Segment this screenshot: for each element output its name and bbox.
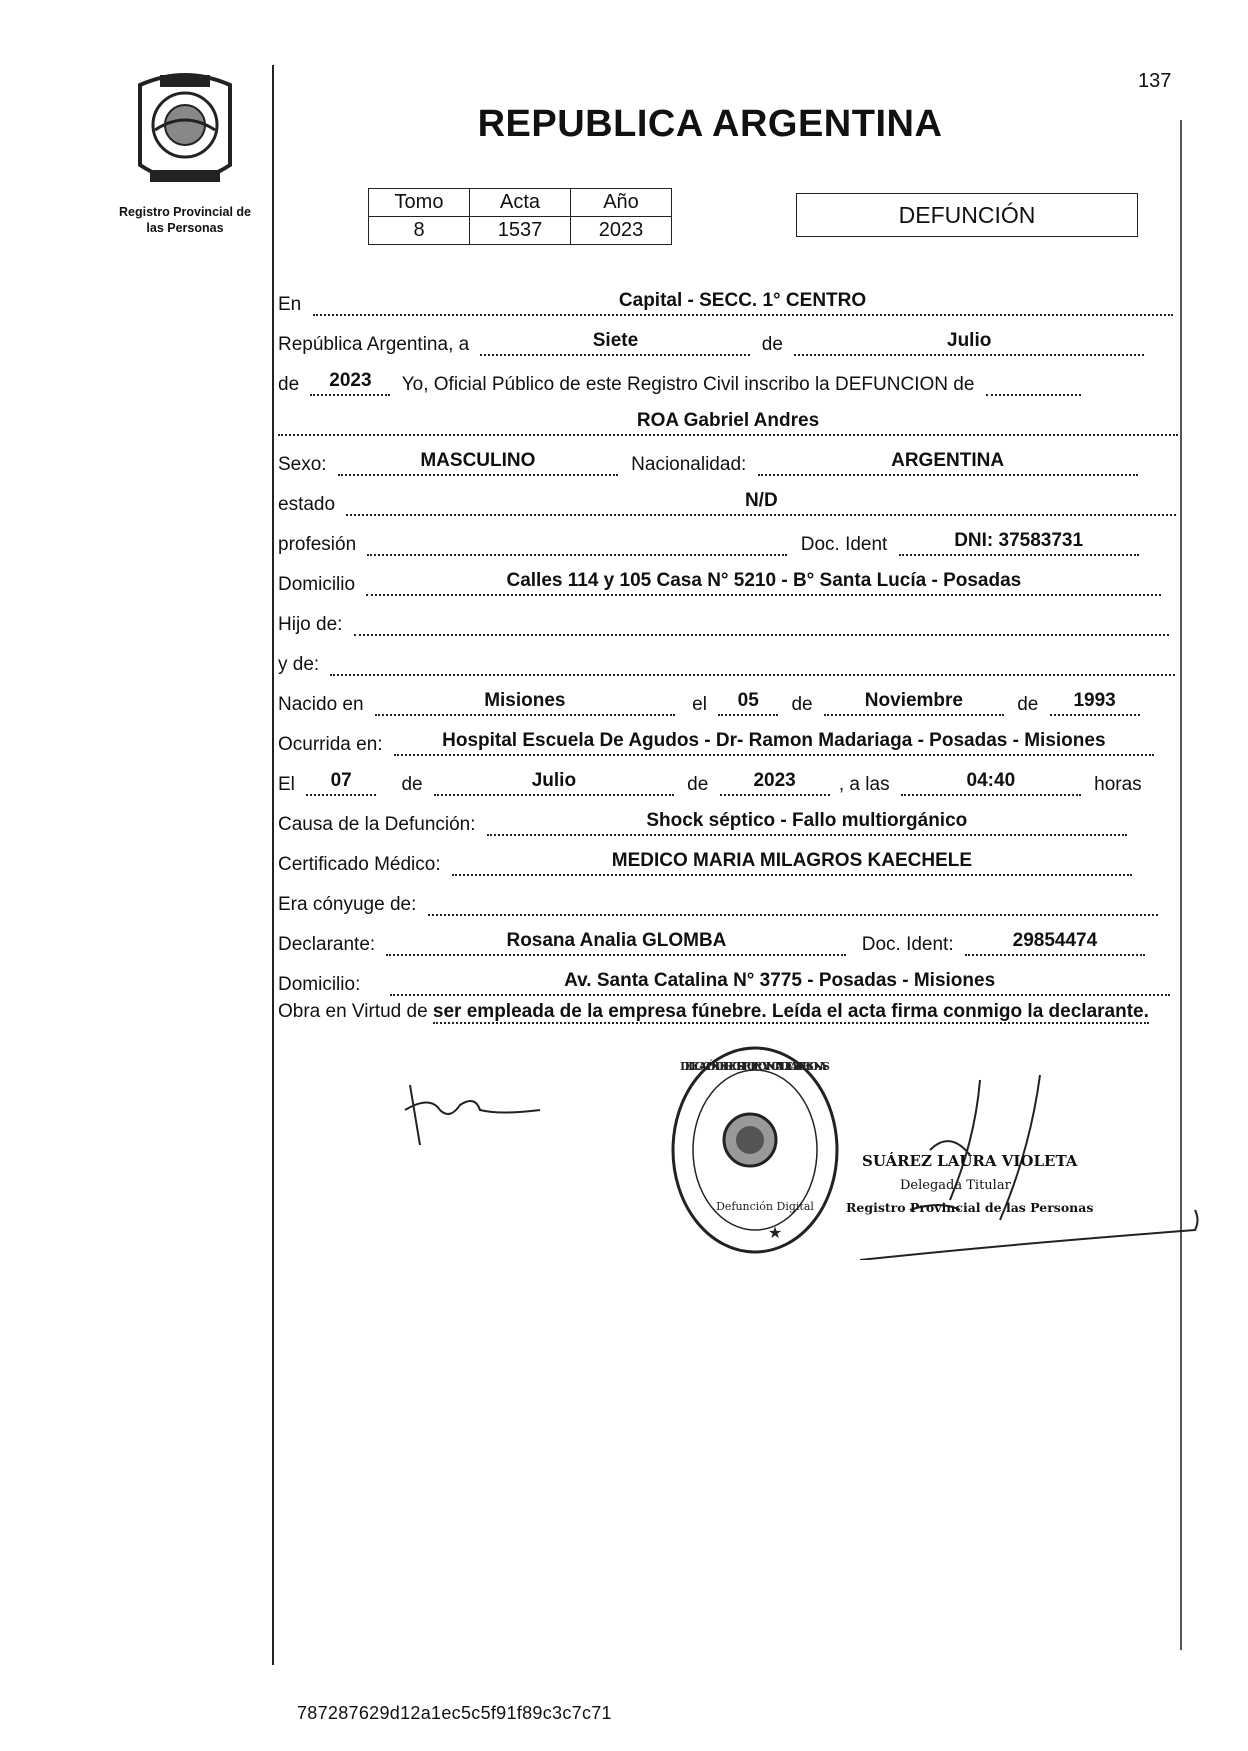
official-role: Delegada Titular	[900, 1178, 1011, 1193]
value-death-month: Julio	[434, 770, 674, 796]
value-doc-ident: DNI: 37583731	[899, 530, 1139, 556]
seal-star-icon: ★	[767, 1225, 783, 1242]
text-inscribo: Yo, Oficial Público de este Registro Civil inscribo la DEFUNCION de	[401, 374, 975, 395]
page-number: 137	[1138, 70, 1172, 92]
label-domicilio: Domicilio	[278, 574, 356, 595]
row-birth	[278, 690, 1140, 718]
label-conyuge: Era cónyuge de:	[278, 894, 417, 915]
label-nacido-en: Nacido en	[278, 694, 364, 715]
label-profesion: profesión	[278, 534, 357, 555]
book-value-tomo: 8	[369, 217, 470, 245]
value-day-word: Siete	[480, 330, 750, 356]
row-profession-doc	[278, 530, 1139, 558]
label-el-2: El	[278, 774, 295, 795]
label-estado: estado	[278, 494, 336, 515]
right-margin-line	[1180, 120, 1182, 1650]
row-declarant	[278, 930, 1145, 958]
label-ocurrida-en: Ocurrida en:	[278, 734, 383, 755]
value-death-year: 2023	[720, 770, 830, 796]
row-date	[278, 330, 1144, 358]
row-place	[278, 290, 1173, 318]
value-birth-year: 1993	[1050, 690, 1140, 716]
value-birth-day: 05	[718, 690, 778, 716]
row-sex-nationality	[278, 450, 1138, 478]
value-spouse	[428, 890, 1158, 916]
row-hijo-de	[278, 610, 1169, 638]
row-inscription	[278, 370, 1081, 398]
value-birth-place: Misiones	[375, 690, 675, 716]
label-y-de: y de:	[278, 654, 320, 675]
seal-ring-text: DELEGACIÓN DEL REGISTRO PROVINCIAL DE LAS PERSONAS	[680, 1060, 830, 1073]
label-de-3: de	[791, 694, 813, 715]
row-deceased-name	[278, 410, 1178, 438]
value-obra: ser empleada de la empresa fúnebre. Leída el acta firma conmigo la declarante.	[432, 1001, 1149, 1022]
value-place: Capital - SECC. 1° CENTRO	[313, 290, 1173, 316]
value-birth-month: Noviembre	[824, 690, 1004, 716]
row-obra-en-virtud	[278, 998, 1178, 1026]
label-republica: República Argentina, a	[278, 334, 470, 355]
registry-org-name: Registro Provincial de las Personas	[119, 205, 251, 235]
document-type-box: DEFUNCIÓN	[796, 193, 1138, 237]
official-org: Registro Provincial de las Personas	[846, 1200, 1094, 1215]
label-obra: Obra en Virtud de	[278, 1001, 428, 1022]
value-hijo-de	[354, 610, 1169, 636]
label-de-1: de	[761, 334, 783, 355]
declarant-signature	[400, 1075, 550, 1155]
label-doc-ident: Doc. Ident	[800, 534, 888, 555]
value-nacionalidad: ARGENTINA	[758, 450, 1138, 476]
label-de-5: de	[401, 774, 423, 795]
row-y-de	[278, 650, 1175, 678]
book-value-ano: 2023	[571, 217, 672, 245]
label-en: En	[278, 294, 302, 315]
row-domicilio	[278, 570, 1161, 598]
label-horas: horas	[1094, 774, 1142, 795]
value-cause: Shock séptico - Fallo multiorgánico	[487, 810, 1127, 836]
value-declarant-doc: 29854474	[965, 930, 1145, 956]
label-de-2: de	[278, 374, 300, 395]
row-spouse	[278, 890, 1158, 918]
value-certificate: MEDICO MARIA MILAGROS KAECHELE	[452, 850, 1132, 876]
value-death-time: 04:40	[901, 770, 1081, 796]
province-crest-logo	[130, 70, 240, 190]
book-header-ano: Año	[571, 189, 672, 217]
value-month-word: Julio	[794, 330, 1144, 356]
left-margin-line	[272, 65, 274, 1665]
book-reference-table	[368, 188, 672, 245]
row-cause	[278, 810, 1127, 838]
row-occurred	[278, 730, 1154, 758]
value-death-day: 07	[306, 770, 376, 796]
book-header-tomo: Tomo	[369, 189, 470, 217]
value-profesion	[367, 530, 787, 556]
label-sexo: Sexo:	[278, 454, 327, 475]
row-estado	[278, 490, 1176, 518]
document-title: REPUBLICA ARGENTINA	[477, 103, 943, 145]
value-occurred-place: Hospital Escuela De Agudos - Dr- Ramon Madariaga - Posadas - Misiones	[394, 730, 1154, 756]
label-domicilio-2: Domicilio:	[278, 974, 361, 995]
official-name: SUÁREZ LAURA VIOLETA	[862, 1152, 1078, 1170]
label-doc-ident-2: Doc. Ident:	[861, 934, 954, 955]
seal-inner-text: Defunción Digital	[716, 1200, 814, 1213]
value-year: 2023	[310, 370, 390, 396]
blank-after-inscribo	[986, 370, 1081, 396]
label-de-6: de	[687, 774, 709, 795]
label-de-4: de	[1017, 694, 1039, 715]
document-hash: 787287629d12a1ec5c5f91f89c3c7c71	[297, 1703, 612, 1723]
book-header-acta: Acta	[470, 189, 571, 217]
label-el: el	[692, 694, 707, 715]
value-declarant-domicilio: Av. Santa Catalina N° 3775 - Posadas - Misiones	[390, 970, 1170, 996]
label-declarante: Declarante:	[278, 934, 376, 955]
value-deceased-name: ROA Gabriel Andres	[278, 410, 1178, 436]
book-value-acta: 1537	[470, 217, 571, 245]
value-domicilio: Calles 114 y 105 Casa N° 5210 - B° Santa Lucía - Posadas	[366, 570, 1161, 596]
label-hijo-de: Hijo de:	[278, 614, 343, 635]
row-death-datetime	[278, 770, 1148, 798]
value-y-de	[330, 650, 1175, 676]
row-certificate	[278, 850, 1132, 878]
label-certificado: Certificado Médico:	[278, 854, 441, 875]
label-causa: Causa de la Defunción:	[278, 814, 476, 835]
value-sexo: MASCULINO	[338, 450, 618, 476]
label-a-las: , a las	[838, 774, 890, 795]
row-declarant-domicilio	[278, 970, 1170, 998]
label-nacionalidad: Nacionalidad:	[631, 454, 747, 475]
value-estado: N/D	[346, 490, 1176, 516]
value-declarant: Rosana Analia GLOMBA	[386, 930, 846, 956]
